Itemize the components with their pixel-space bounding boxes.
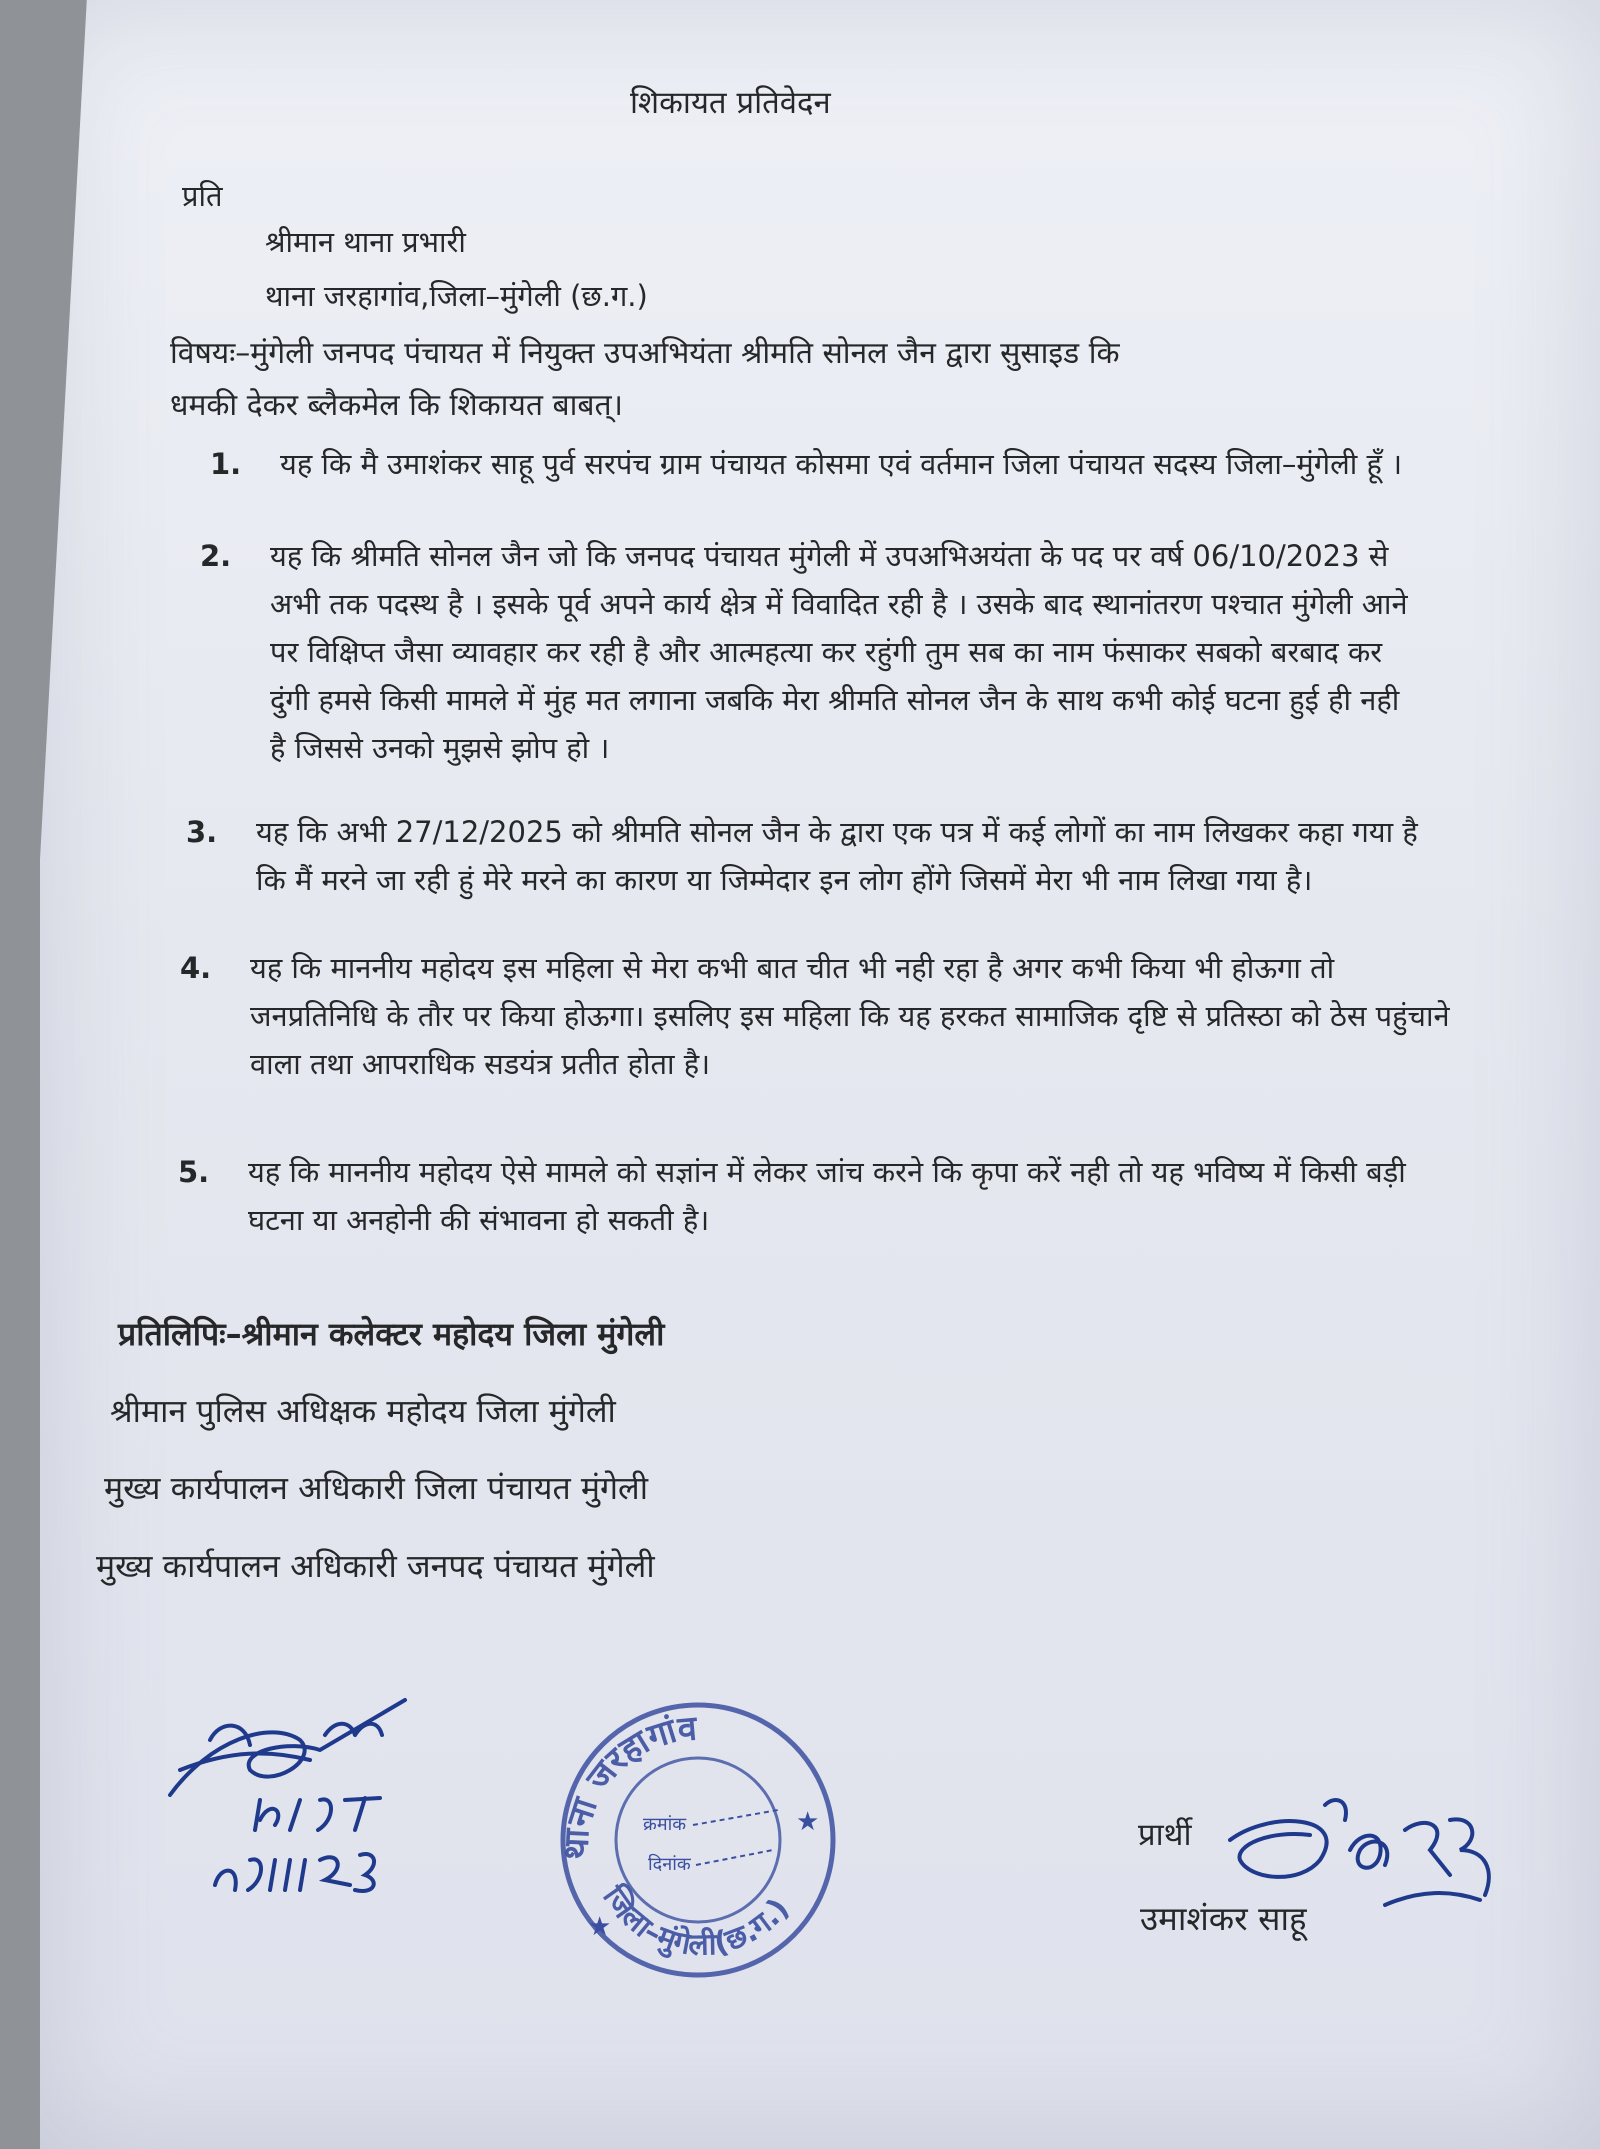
- police-station-stamp: [548, 1690, 848, 1990]
- point-number: 4.: [180, 951, 212, 985]
- subject-line-2: धमकी देकर ब्लैकमेल कि शिकायत बाबत्।: [170, 388, 623, 423]
- copy-to-line-3: मुख्य कार्यपालन अधिकारी जिला पंचायत मुंगेली: [104, 1469, 649, 1507]
- stamp-top-text: थाना जरहागांव: [555, 1708, 699, 1861]
- document-title: शिकायत प्रतिवेदन: [630, 85, 831, 121]
- point-5: [178, 1148, 1438, 1244]
- point-text: यह कि माननीय महोदय इस महिला से मेरा कभी बात चीत भी नही रहा है अगर कभी किया भी होऊगा तो जनप्रतिनिधि के तौर पर किया होऊगा। इसलिए इस महिला कि यह हरकत सामाजिक दृष्टि से प्रतिस्ठा को ठेस पहुंचाने वाला तथा आपराधिक सडयंत्र प्रतीत होता है।: [250, 951, 1450, 1081]
- stamp-bottom-text: जिला–मुंगेली(छ.ग.): [595, 1880, 797, 1963]
- point-number: 3.: [186, 815, 218, 849]
- point-text: यह कि श्रीमति सोनल जैन जो कि जनपद पंचायत मुंगेली में उपअभिअयंता के पद पर वर्ष 06/10/2023 से अभी तक पदस्थ है । इसके पूर्व अपने कार्य क्षेत्र में विवादित रही है । उसके बाद स्थानांतरण पश्चात मुंगेली आने पर विक्षिप्त जैसा व्यावहार कर रही है और आत्महत्या कर रहुंगी तुम सब का नाम फंसाकर सबको बरबाद कर दुंगी हमसे किसी मामले में मुंह मत लगाना जबकि मेरा श्रीमति सोनल जैन के साथ कभी कोई घटना हुई ही नही है जिससे उनको मुझसे झोप हो ।: [270, 539, 1408, 765]
- point-number: 5.: [178, 1155, 210, 1189]
- applicant-label: प्रार्थी: [1138, 1817, 1192, 1853]
- stamp-star-right-icon: ★: [796, 1807, 820, 1837]
- receiving-signature: [150, 1680, 450, 1940]
- subject-line-1: विषयः–मुंगेली जनपद पंचायत में नियुक्त उपअभियंता श्रीमति सोनल जैन द्वारा सुसाइड कि: [170, 336, 1120, 371]
- point-number: 2.: [200, 539, 232, 573]
- addressee-line-2: थाना जरहागांव,जिला–मुंगेली (छ.ग.): [265, 279, 648, 313]
- point-text: यह कि अभी 27/12/2025 को श्रीमति सोनल जैन के द्वारा एक पत्र में कई लोगों का नाम लिखकर कहा गया है कि मैं मरने जा रही हुं मेरे मरने का कारण या जिम्मेदार इन लोग होंगे जिसमें मेरा भी नाम लिखा गया है।: [256, 815, 1418, 897]
- stamp-field-date: दिनांक: [648, 1854, 691, 1875]
- stamp-field-serial: क्रमांक: [643, 1814, 687, 1835]
- point-text: यह कि मै उमाशंकर साहू पुर्व सरपंच ग्राम पंचायत कोसमा एवं वर्तमान जिला पंचायत सदस्य जिला–मुंगेली हूँ ।: [280, 447, 1403, 481]
- point-1: [210, 440, 1410, 488]
- addressee-line-1: श्रीमान थाना प्रभारी: [265, 225, 466, 259]
- salutation-to: प्रति: [182, 179, 223, 213]
- point-number: 1.: [210, 447, 242, 481]
- point-2: [200, 532, 1415, 772]
- stamp-star-left-icon: ★: [588, 1912, 612, 1942]
- svg-text:थाना जरहागांव: [556, 1708, 699, 1860]
- copy-to-line-4: मुख्य कार्यपालन अधिकारी जनपद पंचायत मुंगेली: [96, 1547, 655, 1585]
- point-3: [186, 808, 1426, 904]
- receipt-note: 29/12/25: [270, 1930, 275, 1931]
- point-4: [180, 944, 1450, 1088]
- applicant-name: उमाशंकर साहू: [1140, 1899, 1307, 1938]
- point-text: यह कि माननीय महोदय ऐसे मामले को सज्ञांन में लेकर जांच करने कि कृपा करें नही तो यह भविष्य में किसी बड़ी घटना या अनहोनी की संभावना हो सकती है।: [248, 1155, 1406, 1237]
- copy-to-line-1: प्रतिलिपिः–श्रीमान कलेक्टर महोदय जिला मुंगेली: [118, 1315, 665, 1353]
- copy-to-line-2: श्रीमान पुलिस अधिक्षक महोदय जिला मुंगेली: [110, 1392, 616, 1430]
